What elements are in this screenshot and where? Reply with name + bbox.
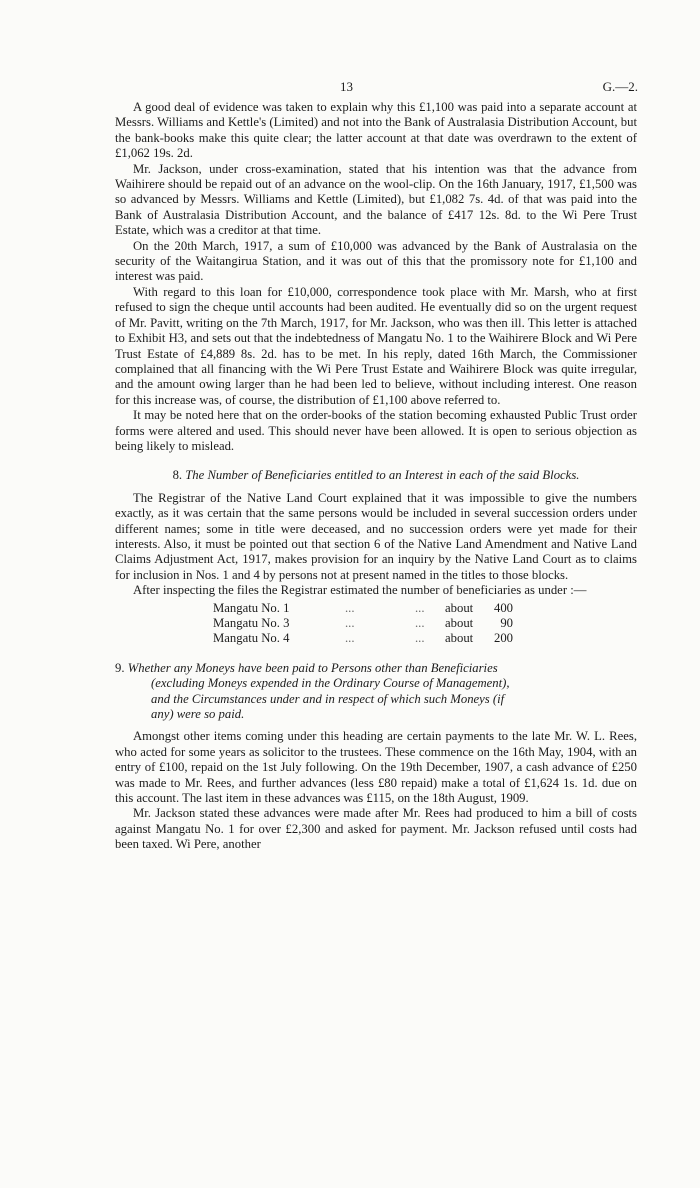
leader-dots: ... [345,600,355,615]
leader-dots: ... [415,616,425,630]
paragraph: Mr. Jackson stated these advances were made after Mr. Rees had produced to him a bill of costs against Mangatu No. 1 for over £2,300 and asked for payment. Mr. Jackson refused until costs had been taxed. Wi Pere, another [115,806,637,852]
about-label: about [445,631,474,646]
page-number: 13 [340,79,353,94]
section-number: 8. [172,468,183,483]
section-title-line: (excluding Moneys expended in the Ordinary Course of Management), [151,676,510,691]
paragraph: A good deal of evidence was taken to explain why this £1,100 was paid into a separate account at Messrs. Williams and Kettle's (Limited) and not into the Bank of Australasia Distribution Account, but the bank-books make this quite clear; the latter account at that date was overdrawn to the extent of £1,062 19s. 2d. [115,100,637,161]
paragraph: With regard to this loan for £10,000, correspondence took place with Mr. Marsh, who at first refused to sign the cheque until accounts had been audited. He eventually did so on the urgent request of Mr. Pavitt, writing on the 7th March, 1917, for Mr. Jackson, who was then ill. This letter is attached to Exhibit H3, and sets out that the indebtedness of Mangatu No. 1 to the Waihirere Block and Wi Pere Trust Estate of £4,889 8s. 2d. has to be met. In his reply, dated 16th March, the Commissioner complained that all financing with the Wi Pere Trust Estate and Waihirere Block was quite irregular, and the amount owing larger than he had been led to believe, without including interest. One reason for this increase was, of course, the distribution of £1,100 above referred to. [115,284,637,407]
section-title-line: and the Circumstances under and in respect of which such Moneys (if [151,691,505,706]
leader-dots: ... [345,616,355,630]
beneficiary-count: 400 [493,600,513,615]
section-title-line: any) were so paid. [151,707,245,722]
section-heading-9 [115,661,637,723]
about-label: about [445,616,474,630]
section-number: 9. [115,660,125,675]
paragraph: The Registrar of the Native Land Court explained that it was impossible to give the numbers exactly, as it was certain that the same persons would be included in several succession orders under different names; some in title were deceased, and no succession orders were yet made for their interests. Also, it must be pointed out that section 6 of the Native Land Amendment and Native Land Claims Adjustment Act, 1917, makes provision for an inquiry by the Native Land Court as to claims for inclusion in Nos. 1 and 4 by persons not at present named in the titles to those blocks. [115,490,637,582]
about-label: about [445,600,474,615]
paragraph: After inspecting the files the Registrar estimated the number of beneficiaries as under :— [133,583,587,598]
leader-dots: ... [415,631,425,646]
section-title: The Number of Beneficiaries entitled to an Interest in each of the said Blocks. [185,468,580,483]
block-name: Mangatu No. 4 [213,631,290,646]
document-body [115,100,637,853]
leader-dots: ... [415,600,425,615]
block-name: Mangatu No. 1 [213,600,290,615]
table-row [213,601,513,616]
paragraph: Amongst other items coming under this heading are certain payments to the late Mr. W. L. Rees, who acted for some years as solicitor to the trustees. These commence on the 16th May, 1904, with an entry of £100, repaid on the 1st July following. On the 19th December, 1907, a cash advance of £250 was made to Mr. Rees, and further advances (less £80 repaid) make a total of £1,624 1s. 1d. due on this account. The last item in these advances was £115, on the 18th August, 1909. [115,729,637,806]
page-reference: G.—2. [602,79,638,94]
paragraph: On the 20th March, 1917, a sum of £10,000 was advanced by the Bank of Australasia on the security of the Waitangirua Station, and it was out of this that the promissory note for £1,100 and interest was paid. [115,238,637,284]
section-heading-8 [115,468,637,483]
block-name: Mangatu No. 3 [213,616,290,630]
paragraph: It may be noted here that on the order-books of the station becoming exhausted Public Trust order forms were altered and used. This should never have been allowed. It is open to serious objection as being likely to mislead. [115,408,637,453]
page-header [0,79,700,97]
beneficiary-count: 90 [500,616,513,630]
section-title-line: Whether any Moneys have been paid to Persons other than Beneficiaries [127,660,498,675]
paragraph: Mr. Jackson, under cross-examination, stated that his intention was that the advance from Waihirere should be repaid out of an advance on the wool-clip. On the 16th January, 1917, £1,500 was so advanced by Messrs. Williams and Kettle (Limited), but £1,082 7s. 4d. of that was paid into the Bank of Australasia Distribution Account, and the balance of £417 12s. 8d. to the Wi Pere Trust Estate, which was a creditor at that time. [115,161,637,238]
beneficiaries-table [213,601,513,647]
beneficiary-count: 200 [493,631,513,646]
table-row [213,631,513,646]
leader-dots: ... [345,631,355,646]
table-row [213,616,513,631]
